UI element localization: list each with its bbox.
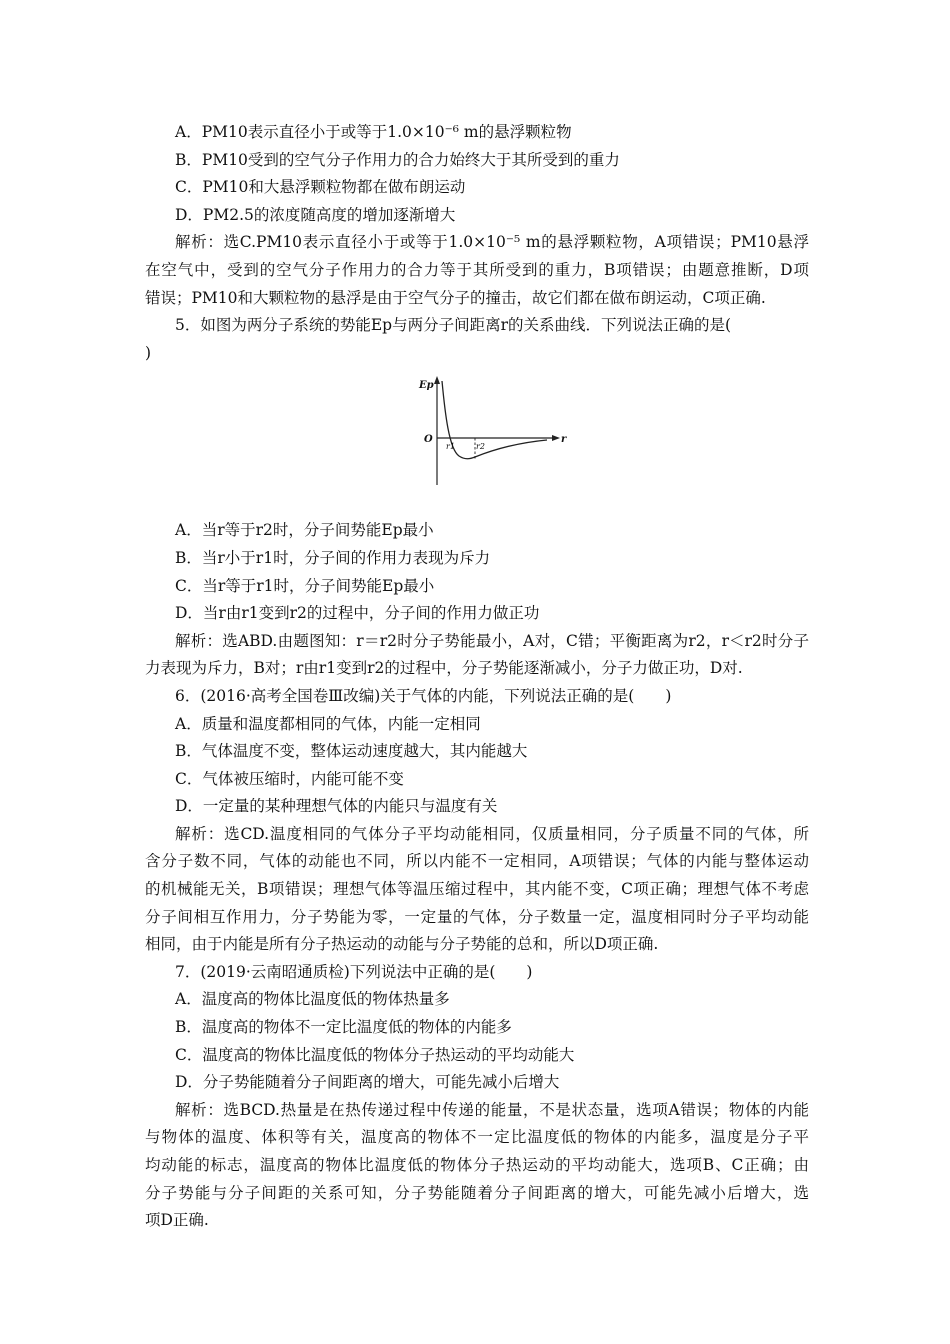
q5-analysis-line: 解析：选ABD.由题图知：r＝r2时分子势能最小，A对，C错；平衡距离为r2，r＜r2时分子 [175,631,809,650]
q7-analysis-line: 分子势能与分子间距的关系可知，分子势能随着分子间距离的增大，可能先减小后增大，选 [145,1183,809,1202]
r1-label: r1 [446,442,455,452]
q7-option-d: D．分子势能随着分子间距离的增大，可能先减小后增大 [175,1073,560,1092]
origin-label: O [424,434,433,446]
q4-option-d: D．PM2.5的浓度随高度的增加逐渐增大 [175,205,456,224]
q5-analysis-line: 力表现为斥力，B对；r由r1变到r2的过程中，分子势能逐渐减小，分子力做正功，D对. [145,659,743,678]
q4-analysis-line: 在空气中，受到的空气分子作用力的合力等于其所受到的重力，B项错误；由题意推断，D项 [145,260,809,279]
q4-option-b: B．PM10受到的空气分子作用力的合力始终大于其所受到的重力 [175,150,620,169]
q7-analysis-line: 解析：选BCD.热量是在热传递过程中传递的能量，不是状态量，选项A错误；物体的内能 [175,1100,809,1119]
q7-option-b: B．温度高的物体不一定比温度低的物体的内能多 [175,1018,512,1037]
q5-option-b: B．当r小于r1时，分子间的作用力表现为斥力 [175,548,491,567]
q6-analysis-line: 分子间相互作用力，分子势能为零，一定量的气体，分子数量一定，温度相同时分子平均动能 [145,907,809,926]
q7-stem: 7．(2019·云南昭通质检)下列说法中正确的是( ) [175,962,533,981]
q4-analysis-line: 错误；PM10和大颗粒物的悬浮是由于空气分子的撞击，故它们都在做布朗运动，C项正确. [145,288,766,307]
q6-option-c: C．气体被压缩时，内能可能不变 [175,769,404,788]
potential-energy-curve-graph [415,373,575,491]
q6-analysis-line: 相同，由于内能是所有分子热运动的动能与分子势能的总和，所以D项正确. [145,935,659,954]
document-content [145,119,809,1235]
q5-stem: 5．如图为两分子系统的势能Ep与两分子间距离r的关系曲线．下列说法正确的是( [175,316,732,335]
r2-label: r2 [476,442,485,452]
q6-analysis-line: 的机械能无关，B项错误；理想气体等温压缩过程中，其内能不变，C项正确；理想气体不考虑 [145,880,809,899]
q4-option-a: A．PM10表示直径小于或等于1.0×10⁻⁶ m的悬浮颗粒物 [175,123,572,141]
q7-option-c: C．温度高的物体比温度低的物体分子热运动的平均动能大 [175,1045,575,1064]
q6-analysis-line: 含分子数不同，气体的动能也不同，所以内能不一定相同，A项错误；气体的内能与整体运动 [145,852,809,871]
q5-option-d: D．当r由r1变到r2的过程中，分子间的作用力做正功 [175,604,540,623]
y-axis-label: Ep [419,380,434,392]
q6-analysis-line: 解析：选CD.温度相同的气体分子平均动能相同，仅质量相同，分子质量不同的气体，所 [175,824,809,843]
x-axis-label: r [561,434,567,446]
q6-stem: 6．(2016·高考全国卷Ⅲ改编)关于气体的内能，下列说法正确的是( ) [175,686,672,705]
q4-analysis-line: 解析：选C.PM10表示直径小于或等于1.0×10⁻⁵ m的悬浮颗粒物，A项错误；PM10悬浮 [175,233,809,252]
q5-option-a: A．当r等于r2时，分子间势能Ep最小 [175,521,434,540]
q6-option-a: A．质量和温度都相同的气体，内能一定相同 [175,714,481,733]
x-axis-arrow [552,435,560,441]
q7-option-a: A．温度高的物体比温度低的物体热量多 [175,990,450,1009]
q5-option-c: C．当r等于r1时，分子间势能Ep最小 [175,576,435,595]
y-axis-arrow [434,376,440,384]
q5-stem-bracket: ) [145,343,152,362]
q6-option-b: B．气体温度不变，整体运动速度越大，其内能越大 [175,742,528,761]
q6-option-d: D．一定量的某种理想气体的内能只与温度有关 [175,797,498,816]
q7-analysis-line: 均动能的标志，温度高的物体比温度低的物体分子热运动的平均动能大，选项B、C正确；由 [145,1156,809,1174]
q7-analysis-line: 项D正确. [145,1211,209,1230]
q4-option-c: C．PM10和大悬浮颗粒物都在做布朗运动 [175,178,466,197]
potential-energy-figure [145,367,809,517]
q7-analysis-line: 与物体的温度、体积等有关，温度高的物体不一定比温度低的物体的内能多，温度是分子平 [145,1128,809,1147]
potential-energy-curve [442,381,547,459]
